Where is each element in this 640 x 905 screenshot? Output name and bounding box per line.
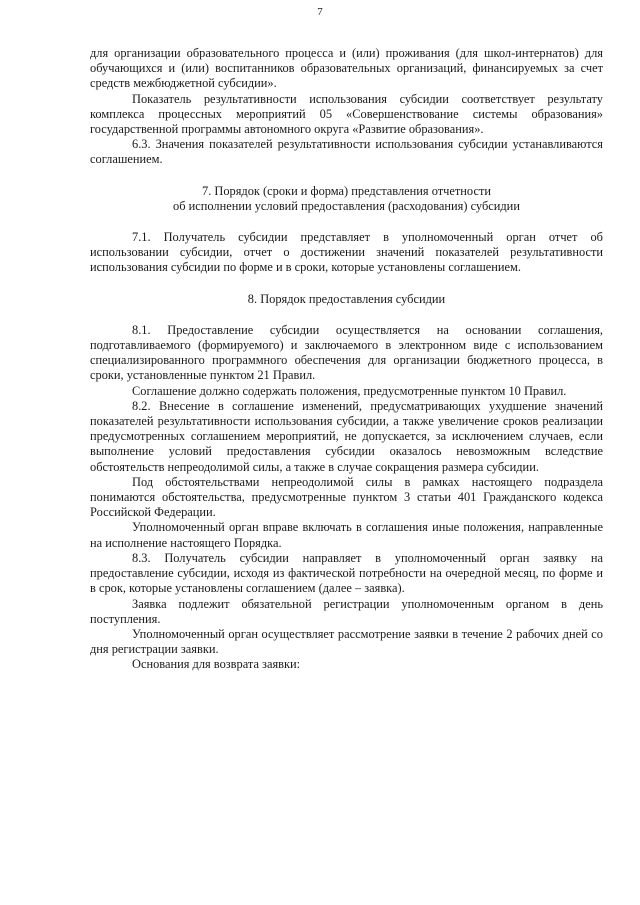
paragraph: Уполномоченный орган осуществляет рассмотрение заявки в течение 2 рабочих дней со дня регистрации заявки. (90, 626, 603, 657)
paragraph: 8.2. Внесение в соглашение изменений, предусматривающих ухудшение значений показателей результативности использования субсидии, а также увеличение сроков реализации предусмотренных соглашением мероприятий, не допускается, за исключением случаев, если выполнение условий предоставления субсидии оказалось невозможным вследствие обстоятельств непреодолимой силы, а также в случае сокращения размера субсидии. (90, 398, 603, 474)
paragraph: 8.3. Получатель субсидии направляет в уполномоченный орган заявку на предоставление субсидии, исходя из фактической потребности на очередной месяц, по форме и в срок, которые установлены соглашением (далее – заявка). (90, 550, 603, 596)
paragraph: Соглашение должно содержать положения, предусмотренные пунктом 10 Правил. (132, 383, 567, 398)
section-7-title-line-2: об исполнении условий предоставления (расходования) субсидии (173, 198, 520, 213)
paragraph: Под обстоятельствами непреодолимой силы в рамках настоящего подраздела понимаются обстоятельства, предусмотренные пунктом 3 статьи 401 Гражданского кодекса Российской Федерации. (90, 474, 603, 520)
section-7-title-line-1: 7. Порядок (сроки и форма) представления отчетности (202, 183, 491, 198)
section-8-title: 8. Порядок предоставления субсидии (247, 291, 446, 306)
paragraph-continuation: для организации образовательного процесса и (или) проживания (для школ-интернатов) для обучающихся и (или) воспитанников образовательных организаций, финансируемых за счет средств межбюджетной субсидии». (90, 46, 603, 91)
paragraph: 6.3. Значения показателей результативности использования субсидии устанавливаются соглашением. (90, 137, 603, 167)
paragraph: 8.1. Предоставление субсидии осуществляется на основании соглашения, подготавливаемого (формируемого) и заключаемого в электронном виде с использованием специализированного программного обеспечения для организации бюджетного процесса, в сроки, установленные пунктом 21 Правил. (90, 322, 603, 383)
paragraph: 7.1. Получатель субсидии представляет в уполномоченный орган отчет об использовании субсидии, отчет о достижении значений показателей результативности использования субсидии по форме и в сроки, которые установлены соглашением. (90, 230, 603, 275)
paragraph: Заявка подлежит обязательной регистрации уполномоченным органом в день поступления. (90, 596, 603, 626)
page-number: 7 (317, 6, 323, 18)
paragraph: Уполномоченный орган вправе включать в соглашения иные положения, направленные на исполнение настоящего Порядка. (90, 520, 603, 550)
paragraph: Показатель результативности использования субсидии соответствует результату комплекса процессных мероприятий 05 «Совершенствование системы образования» государственной программы автономного округа «Развитие образования». (90, 91, 603, 137)
paragraph: Основания для возврата заявки: (132, 657, 301, 672)
document-body (90, 46, 603, 673)
